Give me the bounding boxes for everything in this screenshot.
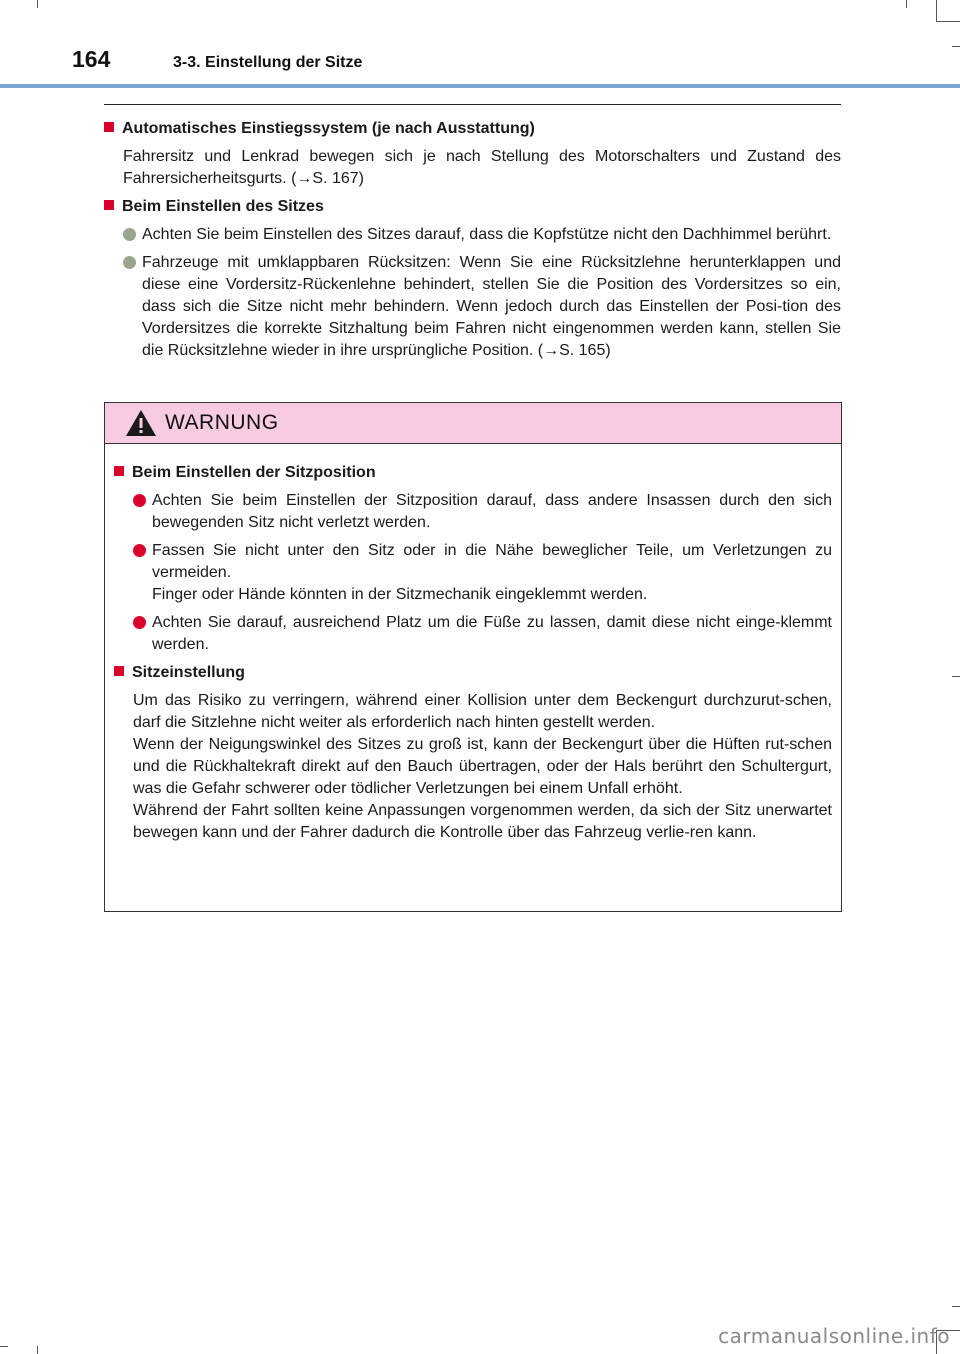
bullet-dot-icon: [133, 544, 146, 557]
crop-mark: [37, 1346, 38, 1354]
bullet-dot-icon: [123, 228, 136, 241]
list-item-text: Achten Sie beim Einstellen des Sitzes darauf, dass die Kopfstütze nicht den Dachhimmel berührt.: [142, 226, 832, 243]
header-rule: [0, 84, 960, 88]
main-content: [104, 118, 841, 368]
watermark: carmanualsonline.info: [718, 1324, 950, 1348]
heading-text: Beim Einstellen des Sitzes: [122, 198, 324, 215]
list-item-line: Fassen Sie nicht unter den Sitz oder in die Nähe beweglicher Teile, um Verletzungen zu vermeiden.: [152, 542, 832, 581]
warning-triangle-icon: [125, 409, 157, 437]
heading-text: Automatisches Einstiegssystem (je nach Ausstattung): [122, 120, 535, 137]
red-square-icon: [114, 466, 124, 476]
warning-paragraph: Um das Risiko zu verringern, während einer Kollision unter dem Beckengurt durchzurut-schen, darf die Sitzlehne nicht weiter als erforderlich nach hinten gestellt werden.: [133, 692, 832, 731]
bullet-dot-icon: [133, 616, 146, 629]
red-square-icon: [114, 666, 124, 676]
warning-paragraph: Wenn der Neigungswinkel des Sitzes zu groß ist, kann der Beckengurt über die Hüften rut-schen und die Rückhaltekraft direkt auf den Bauch übertragen, oder der Hals berührt den Schultergurt, was die Gefahr schwerer oder tödlicher Verletzungen bei einem Unfall erhöht.: [133, 736, 832, 797]
list-item-text: [152, 540, 832, 606]
page-number: 164: [72, 46, 111, 72]
section-divider: [104, 104, 841, 105]
crop-mark: [936, 0, 937, 22]
list-item-text: Achten Sie darauf, ausreichend Platz um die Füße zu lassen, damit diese nicht einge-klemmt werden.: [152, 614, 832, 653]
crop-mark: [936, 21, 960, 22]
warning-box: [104, 402, 842, 912]
section-heading: [104, 118, 841, 140]
bullet-dot-icon: [133, 494, 146, 507]
list-item-text: Fahrzeuge mit umklappbaren Rücksitzen: Wenn Sie eine Rücksitzlehne herunterklappen und diese eine Vordersitz-Rückenlehne behindert, stellen Sie die Position des Vordersitzes so ein, dass sich die Sitze nicht mehr behindern. Wenn jedoch durch das Einstellen der Posi-tion des Vordersitzes die korrekte Sitzhaltung beim Fahren nicht eingenommen werden kann, stellen Sie die Rücksitzlehne wieder in ihre ursprüngliche Position. (→S. 165): [142, 254, 841, 359]
list-item: [123, 252, 841, 362]
warning-header: [105, 403, 841, 444]
red-square-icon: [104, 122, 114, 132]
crop-mark: [906, 0, 907, 8]
warning-section-heading: [114, 662, 832, 684]
list-item: [133, 540, 832, 606]
warning-body: [105, 444, 841, 844]
heading-text: Beim Einstellen der Sitzposition: [132, 464, 376, 481]
crop-mark: [37, 0, 38, 8]
crop-mark: [0, 1346, 8, 1347]
heading-text: Sitzeinstellung: [132, 664, 245, 681]
list-item: [133, 612, 832, 656]
chapter-title: 3-3. Einstellung der Sitze: [173, 54, 363, 71]
section-heading: [104, 196, 841, 218]
list-item: [123, 224, 841, 246]
warning-paragraph: Während der Fahrt sollten keine Anpassungen vorgenommen werden, da sich der Sitz unerwartet bewegen kann und der Fahrer dadurch die Kontrolle über das Fahrzeug verlie-ren kann.: [133, 802, 832, 841]
crop-mark: [952, 1306, 960, 1307]
list-item-text: Achten Sie beim Einstellen der Sitzposition darauf, dass andere Insassen durch den sich bewegenden Sitz nicht verletzt werden.: [152, 492, 832, 531]
red-square-icon: [104, 200, 114, 210]
list-item-line: Finger oder Hände könnten in der Sitzmechanik eingeklemmt werden.: [152, 586, 648, 603]
crop-mark: [952, 46, 960, 47]
bullet-dot-icon: [123, 256, 136, 269]
warning-title: WARNUNG: [165, 411, 279, 434]
crop-mark: [952, 676, 960, 677]
section-paragraph: Fahrersitz und Lenkrad bewegen sich je nach Stellung des Motorschalters und Zustand des Fahrersicherheitsgurts. (→S. 167): [123, 148, 841, 187]
list-item: [133, 490, 832, 534]
warning-section-heading: [114, 462, 832, 484]
